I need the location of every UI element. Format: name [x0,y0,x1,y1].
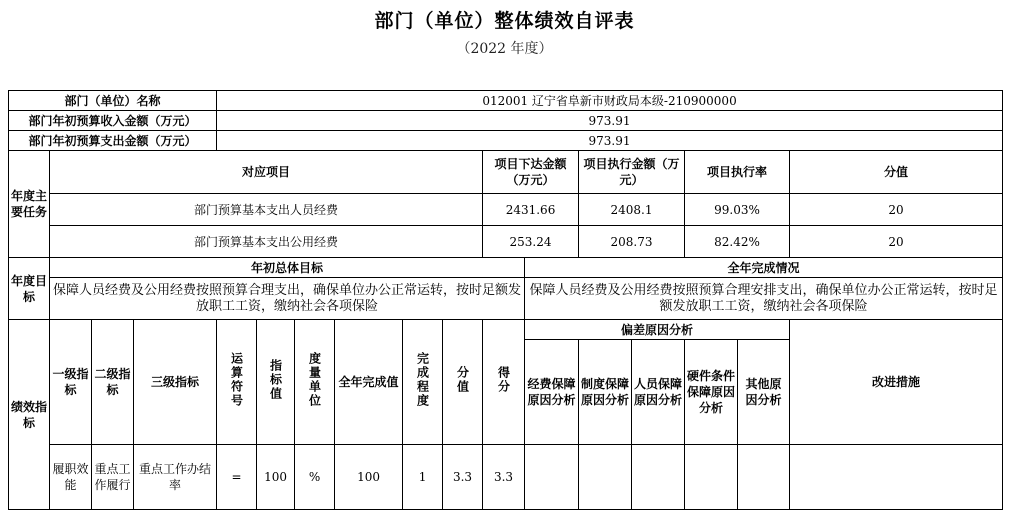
expense-label: 部门年初预算支出金额（万元） [9,131,217,151]
page-title: 部门（单位）整体绩效自评表 [374,10,635,32]
task-executed: 2408.1 [579,194,685,226]
goals-initial-header: 年初总体目标 [50,258,525,278]
table-row [9,226,1003,258]
expense-value: 973.91 [217,131,1003,151]
task-score: 20 [790,194,1003,226]
ind-header-target: 指标值 [268,359,283,401]
ind-header-operator: 运算符号 [229,352,244,408]
unit-label: 部门（单位）名称 [9,91,217,111]
tasks-header-item: 对应项目 [50,151,483,194]
ind-level2: 重点工作履行 [92,445,134,510]
ind-header-level2: 二级指标 [92,320,134,445]
task-allocated: 2431.66 [483,194,579,226]
ind-dev-funding-cell [525,445,579,510]
ind-header-dev-hardware: 硬件条件保障原因分析 [685,340,738,445]
task-executed: 208.73 [579,226,685,258]
ind-header-actual: 全年完成值 [335,320,403,445]
task-item: 部门预算基本支出公用经费 [50,226,483,258]
ind-target: 100 [257,445,295,510]
ind-operator: = [217,445,257,510]
task-rate: 82.42% [685,226,790,258]
expense-row [9,131,1003,151]
ind-actual: 100 [335,445,403,510]
income-label: 部门年初预算收入金额（万元） [9,111,217,131]
goals-initial-text: 保障人员经费及公用经费按照预算合理支出，确保单位办公正常运转，按时足额发放职工工资，缴纳社会各项保险 [50,278,525,320]
goals-complete-header: 全年完成情况 [525,258,1003,278]
task-rate: 99.03% [685,194,790,226]
goals-header-row [9,258,1003,278]
tasks-header-row [9,151,1003,194]
ind-header-score: 分值 [455,366,470,394]
goals-text-row [9,278,1003,320]
tasks-header-executed: 项目执行金额（万元） [579,151,685,194]
ind-header-unit: 度量单位 [307,352,322,408]
task-score: 20 [790,226,1003,258]
income-value: 973.91 [217,111,1003,131]
ind-header-completion: 完成程度 [415,352,430,408]
ind-dev-staff-cell [632,445,685,510]
ind-header-deviation: 偏差原因分析 [525,320,790,340]
ind-header-dev-staff: 人员保障原因分析 [632,340,685,445]
goals-section-label: 年度目标 [9,258,50,320]
performance-table [8,90,1003,510]
table-row [9,445,1003,510]
goals-complete-text: 保障人员经费及公用经费按照预算合理安排支出，确保单位办公正常运转，按时足额发放职工工资，缴纳社会各项保险 [525,278,1003,320]
task-item: 部门预算基本支出人员经费 [50,194,483,226]
unit-value: 012001 辽宁省阜新市财政局本级-210900000 [217,91,1003,111]
ind-improvement-cell [790,445,1003,510]
tasks-header-rate: 项目执行率 [685,151,790,194]
ind-header-got: 得分 [496,366,511,394]
ind-completion: 1 [403,445,443,510]
ind-unit: % [295,445,335,510]
task-allocated: 253.24 [483,226,579,258]
ind-level3: 重点工作办结率 [134,445,217,510]
unit-row [9,91,1003,111]
ind-dev-other-cell [738,445,790,510]
ind-header-dev-funding: 经费保障原因分析 [525,340,579,445]
ind-level1: 履职效能 [50,445,92,510]
ind-got: 3.3 [483,445,525,510]
ind-header-improvement: 改进措施 [790,320,1003,445]
ind-dev-hardware-cell [685,445,738,510]
tasks-header-allocated: 项目下达金额（万元） [483,151,579,194]
ind-dev-system-cell [579,445,632,510]
indicators-section-label: 绩效指标 [9,320,50,510]
indicators-header-row [9,320,1003,340]
ind-header-level3: 三级指标 [134,320,217,445]
ind-header-dev-system: 制度保障原因分析 [579,340,632,445]
page-subtitle: （2022 年度） [456,41,553,57]
table-row [9,194,1003,226]
ind-header-dev-other: 其他原因分析 [738,340,790,445]
ind-score: 3.3 [443,445,483,510]
ind-header-level1: 一级指标 [50,320,92,445]
tasks-section-label: 年度主要任务 [9,151,50,258]
income-row [9,111,1003,131]
tasks-header-score: 分值 [790,151,1003,194]
